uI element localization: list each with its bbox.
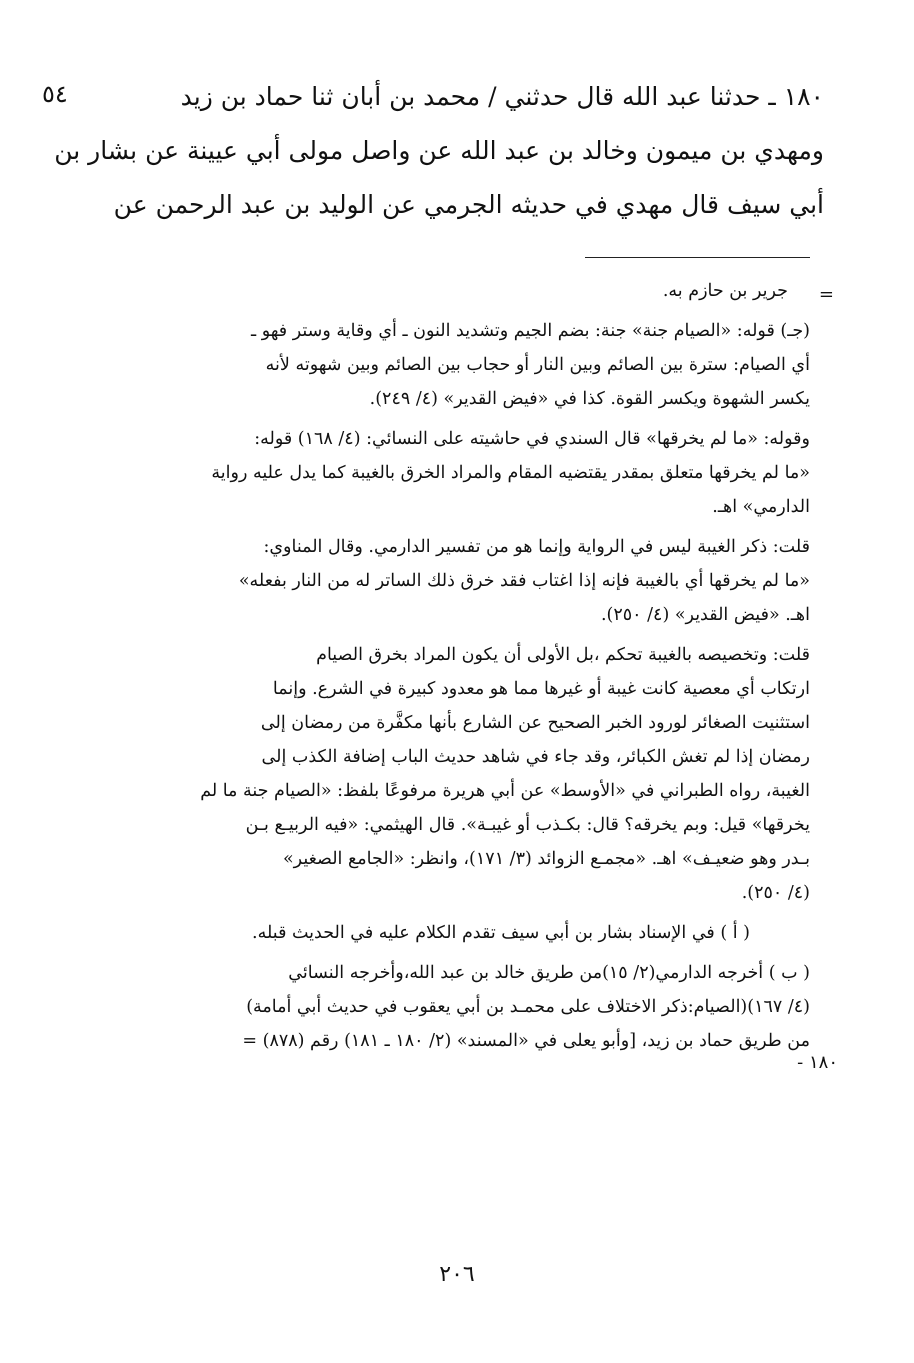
footnote-line: وقوله: «ما لم يخرقها» قال السندي في حاشيته على النسائي: (٤/ ١٦٨) قوله: [254, 429, 810, 449]
footnote-line: (٤/ ٢٥٠). [741, 883, 810, 903]
footnote-line: «ما لم يخرقها متعلق بمقدر يقتضيه المقام والمراد الخرق بالغيبة كما يدل عليه رواية [211, 463, 810, 483]
footnote-line: يخرقها» قيل: وبم يخرقه؟ قال: بكـذب أو غيبـة». قال الهيثمي: «فيه الربيـع بـن [245, 815, 810, 835]
footnote-line: قلت: ذكر الغيبة ليس في الرواية وإنما هو من تفسير الدارمي. وقال المناوي: [263, 537, 810, 557]
footnote-line: استثنيت الصغائر لورود الخبر الصحيح عن الشارع بأنها مكفَّرة من رمضان إلى [260, 713, 810, 733]
footnote-line: الدارمي» اهـ. [712, 497, 810, 517]
footnote-line: بـدر وهو ضعيـف» اهـ. «مجمـع الزوائد (٣/ ١٧١)، وانظر: «الجامع الصغير» [282, 849, 810, 869]
footnote-hadith-number: ١٨٠ - [797, 1052, 838, 1073]
footnote-paragraph [76, 956, 810, 1058]
footnote-line: اهـ. «فيض القدير» (٤/ ٢٥٠). [600, 605, 810, 625]
footnote-line: أي الصيام: سترة بين الصائم وبين النار أو حجاب بين الصائم وبين شهوته لأنه [265, 355, 810, 375]
footnote-line: ( ب ) أخرجه الدارمي(٢/ ١٥)من طريق خالد بن عبد الله،وأخرجه النسائي [288, 963, 810, 983]
footnote-line: يكسر الشهوة ويكسر القوة. كذا في «فيض القدير» (٤/ ٢٤٩). [369, 389, 810, 409]
footnote-line: ارتكاب أي معصية كانت غيبة أو غيرها مما هو معدود كبيرة في الشرع. وإنما [272, 679, 810, 699]
footnote-line: من طريق حماد بن زيد، [وأبو يعلى في «المسند» (٢/ ١٨٠ ـ ١٨١) رقم (٨٧٨) = [242, 1031, 810, 1051]
footnote-line: قلت: وتخصيصه بالغيبة تحكم ،بل الأولى أن يكون المراد بخرق الصيام [316, 645, 810, 665]
footnote-line: ( أ ) في الإسناد بشار بن أبي سيف تقدم الكلام عليه في الحديث قبله. [252, 923, 750, 943]
footnote-line: جرير بن حازم به. [662, 281, 788, 301]
footnote-separator [585, 257, 810, 258]
footnote-paragraph [76, 530, 810, 632]
footnote-line: «ما لم يخرقها أي بالغيبة فإنه إذا اغتاب فقد خرق ذلك الساتر له من النار بفعله» [238, 571, 810, 591]
footnote-line: (٤/ ١٦٧)(الصيام:ذكر الاختلاف على محمـد بن أبي يعقوب في حديث أبي أمامة) [246, 997, 810, 1017]
footnote-paragraph [76, 422, 810, 524]
page-number: ٢٠٦ [439, 1262, 475, 1287]
footnote-paragraph [76, 916, 810, 950]
footnote-line: (جـ) قوله: «الصيام جنة» جنة: بضم الجيم وتشديد النون ـ أي وقاية وستر فهو ـ [251, 321, 810, 341]
footnotes [76, 274, 810, 1064]
footnote-line: الغيبة، رواه الطبراني في «الأوسط» عن أبي هريرة مرفوعًا بلفظ: «الصيام جنة ما لم [200, 781, 810, 801]
footnote-paragraph [76, 314, 810, 416]
hadith-line: ١٨٠ ـ حدثنا عبد الله قال حدثني / محمد بن أبان ثنا حماد بن زيد [180, 82, 824, 111]
hadith-line: ومهدي بن ميمون وخالد بن عبد الله عن واصل مولى أبي عيينة عن بشار بن [54, 136, 824, 165]
footnote-continuation-mark: = [818, 284, 834, 305]
footnote-line: رمضان إذا لم تغش الكبائر، وقد جاء في شاهد حديث الباب إضافة الكذب إلى [261, 747, 810, 767]
footnote-paragraph [76, 638, 810, 910]
footnote-paragraph [76, 274, 810, 308]
margin-folio-number: ٥٤ [42, 80, 68, 108]
hadith-line: أبي سيف قال مهدي في حديثه الجرمي عن الوليد بن عبد الرحمن عن [113, 190, 824, 219]
